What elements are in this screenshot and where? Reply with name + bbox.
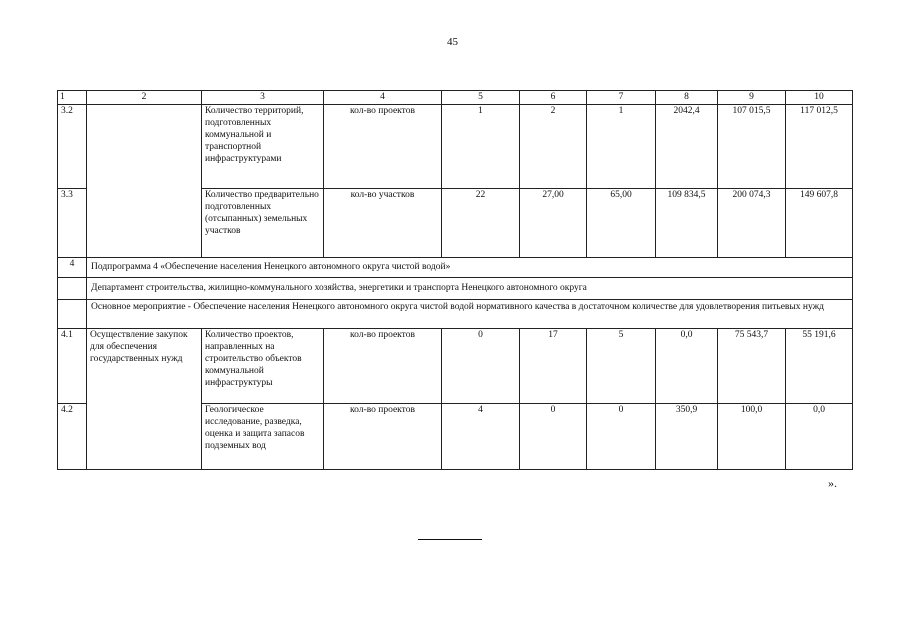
indicator-name: Количество предварительно подготовленных (отсыпанных) земельных участков — [202, 189, 324, 258]
unit-cell: кол-во проектов — [324, 105, 442, 189]
unit-cell: кол-во участков — [324, 189, 442, 258]
indicators-table — [57, 90, 853, 470]
value-cell: 200 074,3 — [718, 189, 786, 258]
value-cell: 0 — [442, 329, 520, 404]
main-event-row — [58, 300, 853, 329]
indicator-name: Количество территорий, подготовленных коммунальной и транспортной инфраструктурами — [202, 105, 324, 189]
empty-cell — [58, 278, 87, 300]
value-cell: 22 — [442, 189, 520, 258]
row-number: 4.1 — [58, 329, 87, 404]
value-cell: 0,0 — [786, 404, 853, 470]
value-cell: 0 — [520, 404, 587, 470]
value-cell: 109 834,5 — [656, 189, 718, 258]
closing-quote-mark: ». — [828, 476, 837, 490]
value-cell: 117 012,5 — [786, 105, 853, 189]
header-cell: 7 — [587, 91, 656, 105]
row-number: 3.2 — [58, 105, 87, 189]
value-cell: 65,00 — [587, 189, 656, 258]
subprogram-title: Подпрограмма 4 «Обеспечение населения Ненецкого автономного округа чистой водой» — [87, 258, 853, 278]
value-cell: 5 — [587, 329, 656, 404]
header-cell: 8 — [656, 91, 718, 105]
value-cell: 4 — [442, 404, 520, 470]
value-cell: 1 — [587, 105, 656, 189]
header-cell: 5 — [442, 91, 520, 105]
table-header-row — [58, 91, 853, 105]
value-cell: 2042,4 — [656, 105, 718, 189]
separator-line — [418, 539, 482, 540]
header-cell: 2 — [87, 91, 202, 105]
row-number: 3.3 — [58, 189, 87, 258]
department-name: Департамент строительства, жилищно-коммунального хозяйства, энергетики и транспорта Ненецкого автономного округа — [87, 278, 853, 300]
value-cell: 149 607,8 — [786, 189, 853, 258]
header-cell: 1 — [58, 91, 87, 105]
department-row — [58, 278, 853, 300]
indicator-name: Геологическое исследование, разведка, оценка и защита запасов подземных вод — [202, 404, 324, 470]
value-cell: 17 — [520, 329, 587, 404]
value-cell: 107 015,5 — [718, 105, 786, 189]
event-cell-empty — [87, 105, 202, 258]
header-cell: 6 — [520, 91, 587, 105]
header-cell: 10 — [786, 91, 853, 105]
subprogram-row — [58, 258, 853, 278]
empty-cell — [58, 300, 87, 329]
header-cell: 3 — [202, 91, 324, 105]
event-name: Осуществление закупок для обеспечения государственных нужд — [87, 329, 202, 470]
value-cell: 2 — [520, 105, 587, 189]
page-number: 45 — [447, 36, 458, 48]
unit-cell: кол-во проектов — [324, 404, 442, 470]
table-row — [58, 105, 853, 189]
value-cell: 100,0 — [718, 404, 786, 470]
value-cell: 0,0 — [656, 329, 718, 404]
indicator-name: Количество проектов, направленных на строительство объектов коммунальной инфраструктуры — [202, 329, 324, 404]
row-number: 4.2 — [58, 404, 87, 470]
value-cell: 1 — [442, 105, 520, 189]
header-cell: 4 — [324, 91, 442, 105]
header-cell: 9 — [718, 91, 786, 105]
table-row — [58, 329, 853, 404]
subprogram-number: 4 — [58, 258, 87, 278]
value-cell: 350,9 — [656, 404, 718, 470]
main-event-text: Основное мероприятие - Обеспечение населения Ненецкого автономного округа чистой водой нормативного качества в достаточном количестве для удовлетворения питьевых нужд — [87, 300, 853, 329]
value-cell: 55 191,6 — [786, 329, 853, 404]
value-cell: 27,00 — [520, 189, 587, 258]
value-cell: 0 — [587, 404, 656, 470]
value-cell: 75 543,7 — [718, 329, 786, 404]
unit-cell: кол-во проектов — [324, 329, 442, 404]
